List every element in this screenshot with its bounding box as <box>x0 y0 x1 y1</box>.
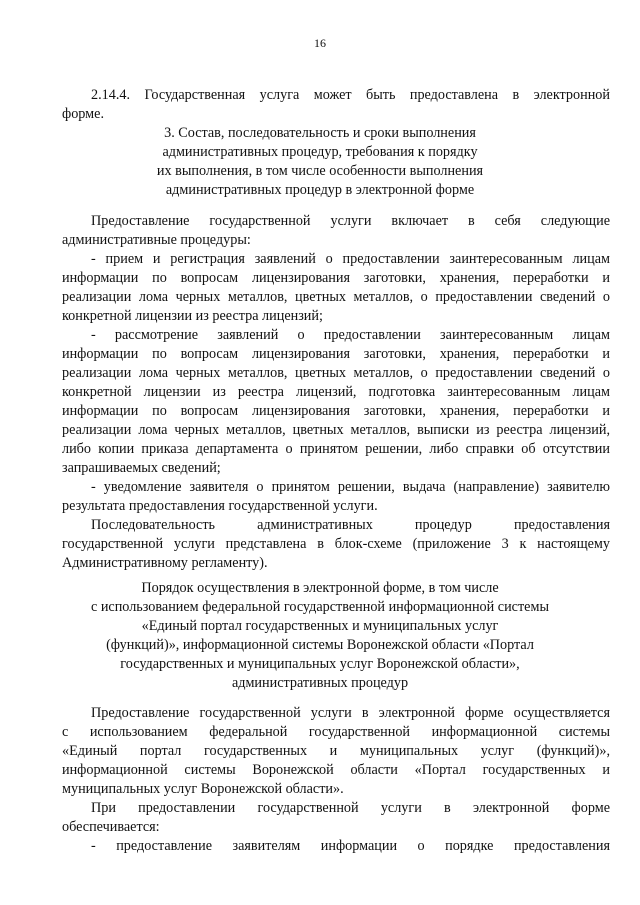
text-line: - рассмотрение заявлений о предоставлении заинтересованным лицам <box>91 327 610 343</box>
text-line: реализации лома черных металлов, цветных металлов, выписки из реестра лицензий, <box>62 422 610 438</box>
text-line: информации по вопросам лицензирования заготовки, хранения, переработки и <box>62 346 610 362</box>
text-line: Предоставление государственной услуги в электронной форме осуществляется <box>91 705 610 721</box>
text-line: При предоставлении государственной услуги в электронной форме <box>91 800 610 816</box>
text-line: форме. <box>62 106 104 122</box>
page-number: 16 <box>314 36 326 50</box>
text-line: конкретной лицензии из реестра лицензий, подготовка заинтересованным лицам <box>62 384 610 400</box>
text-line: информации по вопросам лицензирования заготовки, хранения, переработки и <box>62 270 610 286</box>
section-heading-line: административных процедур <box>231 675 409 691</box>
text-line: результата предоставления государственной услуги. <box>62 498 378 514</box>
text-line: обеспечивается: <box>62 819 160 835</box>
text-line: с использованием федеральной государственной информационной системы <box>62 724 610 740</box>
text-line: муниципальных услуг Воронежской области». <box>62 781 344 797</box>
text-line: запрашиваемых сведений; <box>62 460 221 476</box>
text-line: конкретной лицензии из реестра лицензий; <box>62 308 323 324</box>
text-line: информационной системы Воронежской области «Портал государственных и <box>62 762 610 778</box>
text-line: - уведомление заявителя о принятом решении, выдача (направление) заявителю <box>91 479 610 495</box>
text-line: Последовательность административных процедур предоставления <box>91 517 610 533</box>
text-line: реализации лома черных металлов, цветных металлов, о предоставлении сведений о <box>62 289 610 305</box>
section-heading-line: их выполнения, в том числе особенности выполнения <box>156 163 484 179</box>
text-line: - прием и регистрация заявлений о предоставлении заинтересованным лицам <box>91 251 610 267</box>
text-line: либо копии приказа департамента о принятом решении, либо справки об отсутствии <box>62 441 610 457</box>
section-heading-line: 3. Состав, последовательность и сроки выполнения <box>164 125 476 141</box>
section-heading-line: государственных и муниципальных услуг Воронежской области», <box>120 656 520 672</box>
text-line: Административному регламенту). <box>62 555 268 571</box>
text-line: «Единый портал государственных и муниципальных услуг (функций)», <box>62 743 610 759</box>
text-line: Предоставление государственной услуги включает в себя следующие <box>91 213 610 229</box>
section-heading-line: административных процедур в электронной форме <box>165 182 475 198</box>
section-heading-line: Порядок осуществления в электронной форме, в том числе <box>141 580 499 596</box>
text-line: реализации лома черных металлов, цветных металлов, о предоставлении сведений о <box>62 365 610 381</box>
text-line: информации по вопросам лицензирования заготовки, хранения, переработки и <box>62 403 610 419</box>
text-line: 2.14.4. Государственная услуга может быть предоставлена в электронной <box>91 87 610 103</box>
section-heading-line: «Единый портал государственных и муниципальных услуг <box>141 618 499 634</box>
text-line: административные процедуры: <box>62 232 251 248</box>
text-line: государственной услуги представлена в блок-схеме (приложение 3 к настоящему <box>62 536 610 552</box>
section-heading-line: с использованием федеральной государственной информационной системы <box>90 599 549 615</box>
section-heading-line: (функций)», информационной системы Воронежской области «Портал <box>106 637 534 653</box>
text-line: - предоставление заявителям информации о порядке предоставления <box>91 838 610 854</box>
section-heading-line: административных процедур, требования к порядку <box>162 144 478 160</box>
